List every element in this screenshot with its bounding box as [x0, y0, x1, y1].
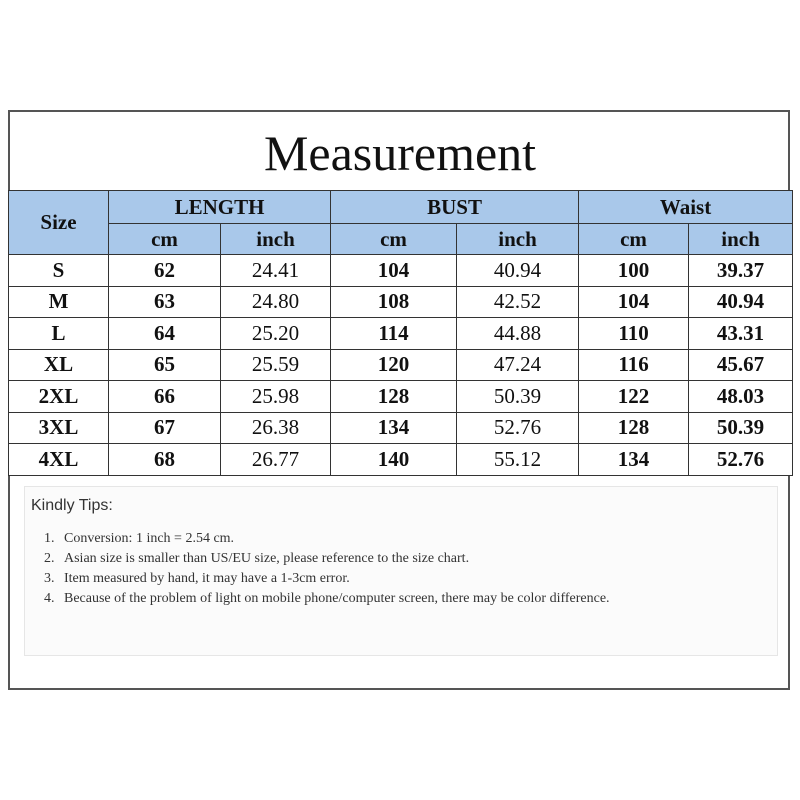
waist-inch-cell: 52.76 [689, 444, 793, 476]
bust-inch-cell: 55.12 [457, 444, 579, 476]
length-inch-header: inch [221, 224, 331, 255]
tips-list [31, 529, 758, 609]
size-cell: M [9, 286, 109, 318]
table-row [9, 381, 793, 413]
table-row [9, 412, 793, 444]
bust-cm-cell: 114 [331, 318, 457, 350]
size-cell: 4XL [9, 444, 109, 476]
length-inch-cell: 26.38 [221, 412, 331, 444]
waist-cm-header: cm [579, 224, 689, 255]
length-inch-cell: 26.77 [221, 444, 331, 476]
bust-inch-cell: 50.39 [457, 381, 579, 413]
size-cell: S [9, 255, 109, 287]
bust-inch-cell: 40.94 [457, 255, 579, 287]
length-cm-cell: 63 [109, 286, 221, 318]
tip-item: 4. Because of the problem of light on mobile phone/computer screen, there may be color difference. [58, 589, 758, 609]
waist-cm-cell: 116 [579, 349, 689, 381]
tip-item: 2. Asian size is smaller than US/EU size, please reference to the size chart. [58, 549, 758, 569]
kindly-tips-box [24, 486, 778, 656]
size-cell: 2XL [9, 381, 109, 413]
table-row [9, 444, 793, 476]
bust-cm-cell: 108 [331, 286, 457, 318]
waist-cm-cell: 100 [579, 255, 689, 287]
bust-cm-cell: 134 [331, 412, 457, 444]
bust-cm-cell: 104 [331, 255, 457, 287]
length-cm-cell: 65 [109, 349, 221, 381]
waist-inch-cell: 45.67 [689, 349, 793, 381]
size-rows [9, 255, 793, 476]
length-cm-cell: 62 [109, 255, 221, 287]
bust-inch-cell: 44.88 [457, 318, 579, 350]
tips-heading: Kindly Tips: [31, 497, 113, 514]
length-inch-cell: 25.98 [221, 381, 331, 413]
bust-cm-header: cm [331, 224, 457, 255]
length-cm-cell: 64 [109, 318, 221, 350]
length-cm-header: cm [109, 224, 221, 255]
waist-group-header: Waist [579, 191, 793, 224]
tip-item: 3. Item measured by hand, it may have a 1-3cm error. [58, 569, 758, 589]
table-row [9, 255, 793, 287]
waist-inch-header: inch [689, 224, 793, 255]
waist-inch-cell: 40.94 [689, 286, 793, 318]
table-row [9, 286, 793, 318]
size-cell: 3XL [9, 412, 109, 444]
size-chart-table [8, 190, 793, 476]
bust-cm-cell: 120 [331, 349, 457, 381]
size-cell: XL [9, 349, 109, 381]
bust-cm-cell: 140 [331, 444, 457, 476]
waist-inch-cell: 50.39 [689, 412, 793, 444]
table-row [9, 349, 793, 381]
waist-cm-cell: 104 [579, 286, 689, 318]
length-cm-cell: 67 [109, 412, 221, 444]
length-cm-cell: 66 [109, 381, 221, 413]
length-cm-cell: 68 [109, 444, 221, 476]
waist-cm-cell: 122 [579, 381, 689, 413]
page-title: Measurement [263, 125, 537, 181]
tip-item: 1. Conversion: 1 inch = 2.54 cm. [58, 529, 758, 549]
length-group-header: LENGTH [109, 191, 331, 224]
bust-group-header: BUST [331, 191, 579, 224]
length-inch-cell: 25.20 [221, 318, 331, 350]
waist-cm-cell: 134 [579, 444, 689, 476]
waist-cm-cell: 110 [579, 318, 689, 350]
bust-inch-cell: 52.76 [457, 412, 579, 444]
size-column-header: Size [9, 191, 109, 255]
length-inch-cell: 24.80 [221, 286, 331, 318]
bust-inch-header: inch [457, 224, 579, 255]
size-cell: L [9, 318, 109, 350]
bust-cm-cell: 128 [331, 381, 457, 413]
length-inch-cell: 25.59 [221, 349, 331, 381]
bust-inch-cell: 47.24 [457, 349, 579, 381]
waist-cm-cell: 128 [579, 412, 689, 444]
length-inch-cell: 24.41 [221, 255, 331, 287]
bust-inch-cell: 42.52 [457, 286, 579, 318]
waist-inch-cell: 39.37 [689, 255, 793, 287]
table-row [9, 318, 793, 350]
waist-inch-cell: 43.31 [689, 318, 793, 350]
waist-inch-cell: 48.03 [689, 381, 793, 413]
